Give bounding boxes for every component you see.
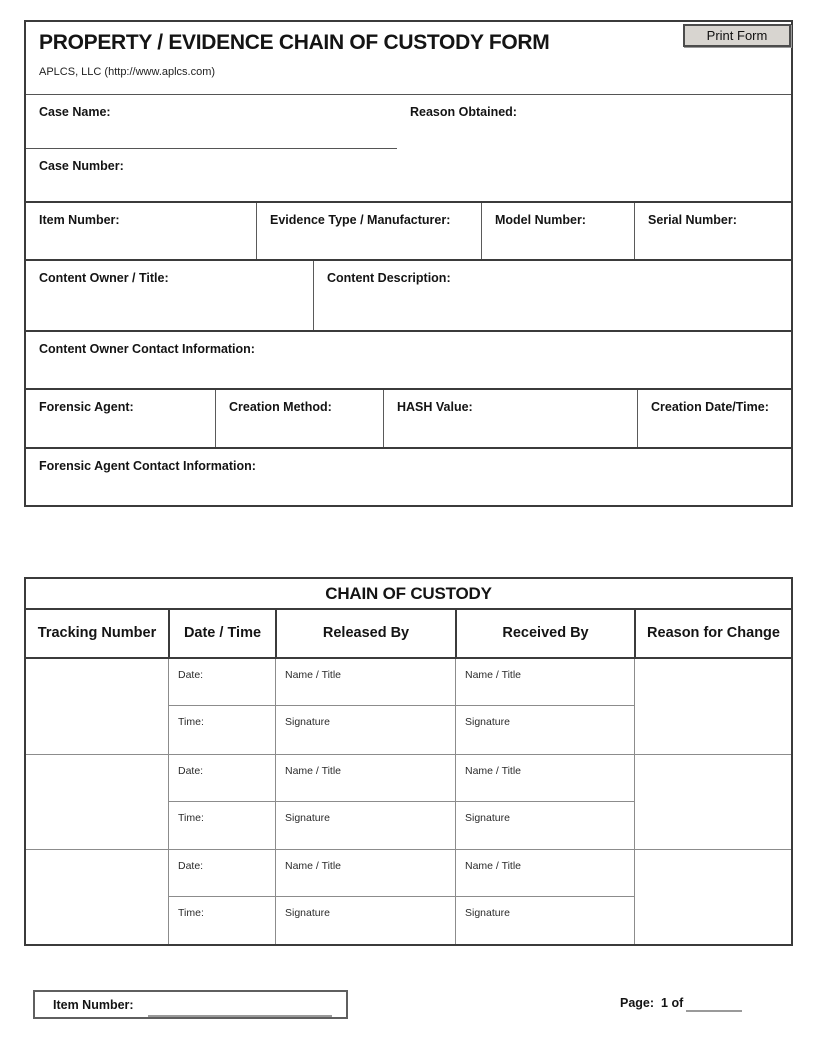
released-name-title-field[interactable] bbox=[276, 850, 455, 897]
name-title-sublabel: Name / Title bbox=[465, 860, 522, 872]
received-signature-field[interactable] bbox=[456, 897, 634, 944]
case-name-label: Case Name: bbox=[39, 105, 111, 119]
custody-table-title: CHAIN OF CUSTODY bbox=[26, 579, 791, 610]
time-field[interactable] bbox=[169, 706, 275, 753]
signature-sublabel: Signature bbox=[285, 812, 330, 824]
received-name-title-field[interactable] bbox=[456, 659, 634, 706]
released-name-title-field[interactable] bbox=[276, 659, 455, 706]
content-owner-contact-field[interactable] bbox=[26, 332, 791, 388]
custody-row-3 bbox=[26, 849, 791, 944]
creation-datetime-label: Creation Date/Time: bbox=[651, 400, 769, 414]
case-column bbox=[26, 95, 397, 201]
footer-item-number-box bbox=[33, 990, 348, 1019]
reason-for-change-field[interactable] bbox=[634, 850, 791, 944]
received-name-title-field[interactable] bbox=[456, 850, 634, 897]
footer-page-indicator bbox=[620, 996, 683, 1010]
signature-sublabel: Signature bbox=[465, 812, 510, 824]
received-by-cell bbox=[455, 755, 634, 849]
forensic-agent-contact-label: Forensic Agent Contact Information: bbox=[39, 459, 256, 473]
custody-row-1 bbox=[26, 659, 791, 754]
footer-item-number-label: Item Number: bbox=[53, 997, 134, 1012]
case-number-field[interactable] bbox=[26, 148, 397, 201]
content-owner-contact-label: Content Owner Contact Information: bbox=[39, 342, 255, 356]
tracking-number-field[interactable] bbox=[26, 850, 168, 944]
content-owner-contact-row bbox=[26, 330, 791, 388]
creation-datetime-field[interactable] bbox=[637, 390, 791, 447]
released-by-cell bbox=[275, 659, 455, 754]
name-title-sublabel: Name / Title bbox=[465, 669, 522, 681]
tracking-number-field[interactable] bbox=[26, 755, 168, 849]
column-header-date-time: Date / Time bbox=[168, 610, 275, 657]
evidence-type-label: Evidence Type / Manufacturer: bbox=[270, 213, 451, 227]
reason-obtained-label: Reason Obtained: bbox=[410, 105, 517, 119]
column-header-tracking-number: Tracking Number bbox=[37, 625, 157, 642]
page-label: Page: bbox=[620, 996, 655, 1010]
released-signature-field[interactable] bbox=[276, 802, 455, 849]
signature-sublabel: Signature bbox=[285, 907, 330, 919]
name-title-sublabel: Name / Title bbox=[465, 765, 522, 777]
footer-item-number-blank[interactable] bbox=[148, 997, 332, 1017]
column-header-released-by: Released By bbox=[275, 610, 455, 657]
creation-method-label: Creation Method: bbox=[229, 400, 332, 414]
received-name-title-field[interactable] bbox=[456, 755, 634, 802]
date-sublabel: Date: bbox=[178, 765, 204, 777]
released-by-cell bbox=[275, 850, 455, 944]
page-number: 1 bbox=[661, 996, 668, 1010]
page-title: PROPERTY / EVIDENCE CHAIN OF CUSTODY FORM bbox=[39, 31, 550, 54]
released-by-cell bbox=[275, 755, 455, 849]
creation-method-field[interactable] bbox=[215, 390, 383, 447]
hash-value-field[interactable] bbox=[383, 390, 637, 447]
item-number-label: Item Number: bbox=[39, 213, 120, 227]
received-by-cell bbox=[455, 659, 634, 754]
case-reason-row bbox=[26, 94, 791, 201]
column-header-received-by: Received By bbox=[455, 610, 634, 657]
company-subtitle: APLCS, LLC (http://www.aplcs.com) bbox=[39, 66, 216, 78]
name-title-sublabel: Name / Title bbox=[285, 669, 342, 681]
date-field[interactable] bbox=[169, 755, 275, 802]
received-signature-field[interactable] bbox=[456, 802, 634, 849]
signature-sublabel: Signature bbox=[465, 907, 510, 919]
evidence-type-field[interactable] bbox=[256, 203, 481, 259]
signature-sublabel: Signature bbox=[285, 716, 330, 728]
content-owner-label: Content Owner / Title: bbox=[39, 271, 169, 285]
content-owner-field[interactable] bbox=[26, 261, 313, 330]
item-number-field[interactable] bbox=[26, 203, 256, 259]
forensic-agent-contact-row bbox=[26, 447, 791, 505]
date-sublabel: Date: bbox=[178, 669, 204, 681]
date-time-cell bbox=[168, 659, 275, 754]
footer-page-total-blank[interactable] bbox=[686, 996, 742, 1012]
name-title-sublabel: Name / Title bbox=[285, 860, 342, 872]
reason-for-change-field[interactable] bbox=[634, 659, 791, 754]
model-number-label: Model Number: bbox=[495, 213, 586, 227]
evidence-form-section bbox=[24, 20, 793, 507]
custody-row-2 bbox=[26, 754, 791, 849]
tracking-number-field[interactable] bbox=[26, 659, 168, 754]
forensic-agent-label: Forensic Agent: bbox=[39, 400, 134, 414]
time-sublabel: Time: bbox=[178, 716, 204, 728]
content-description-label: Content Description: bbox=[327, 271, 451, 285]
form-header bbox=[26, 22, 791, 94]
column-header-reason-for-change: Reason for Change bbox=[634, 610, 791, 657]
received-by-cell bbox=[455, 850, 634, 944]
time-field[interactable] bbox=[169, 897, 275, 944]
forensic-agent-field[interactable] bbox=[26, 390, 215, 447]
date-time-cell bbox=[168, 755, 275, 849]
time-sublabel: Time: bbox=[178, 812, 204, 824]
model-number-field[interactable] bbox=[481, 203, 634, 259]
received-signature-field[interactable] bbox=[456, 706, 634, 753]
signature-sublabel: Signature bbox=[465, 716, 510, 728]
case-number-label: Case Number: bbox=[39, 159, 124, 173]
serial-number-field[interactable] bbox=[634, 203, 791, 259]
name-title-sublabel: Name / Title bbox=[285, 765, 342, 777]
forensic-agent-contact-field[interactable] bbox=[26, 449, 791, 505]
date-field[interactable] bbox=[169, 850, 275, 897]
date-time-cell bbox=[168, 850, 275, 944]
serial-number-label: Serial Number: bbox=[648, 213, 737, 227]
reason-for-change-field[interactable] bbox=[634, 755, 791, 849]
released-signature-field[interactable] bbox=[276, 897, 455, 944]
content-owner-row bbox=[26, 259, 791, 330]
page-of-label: of bbox=[671, 996, 684, 1010]
time-field[interactable] bbox=[169, 802, 275, 849]
chain-of-custody-section bbox=[24, 577, 793, 946]
case-name-field[interactable] bbox=[26, 95, 397, 148]
hash-value-label: HASH Value: bbox=[397, 400, 473, 414]
released-signature-field[interactable] bbox=[276, 706, 455, 753]
reason-obtained-field[interactable] bbox=[397, 95, 791, 201]
content-description-field[interactable] bbox=[313, 261, 791, 330]
custody-header-row bbox=[26, 610, 791, 659]
item-details-row bbox=[26, 201, 791, 259]
date-sublabel: Date: bbox=[178, 860, 204, 872]
forensic-agent-row bbox=[26, 388, 791, 447]
time-sublabel: Time: bbox=[178, 907, 204, 919]
date-field[interactable] bbox=[169, 659, 275, 706]
print-form-button[interactable]: Print Form bbox=[683, 24, 791, 47]
released-name-title-field[interactable] bbox=[276, 755, 455, 802]
